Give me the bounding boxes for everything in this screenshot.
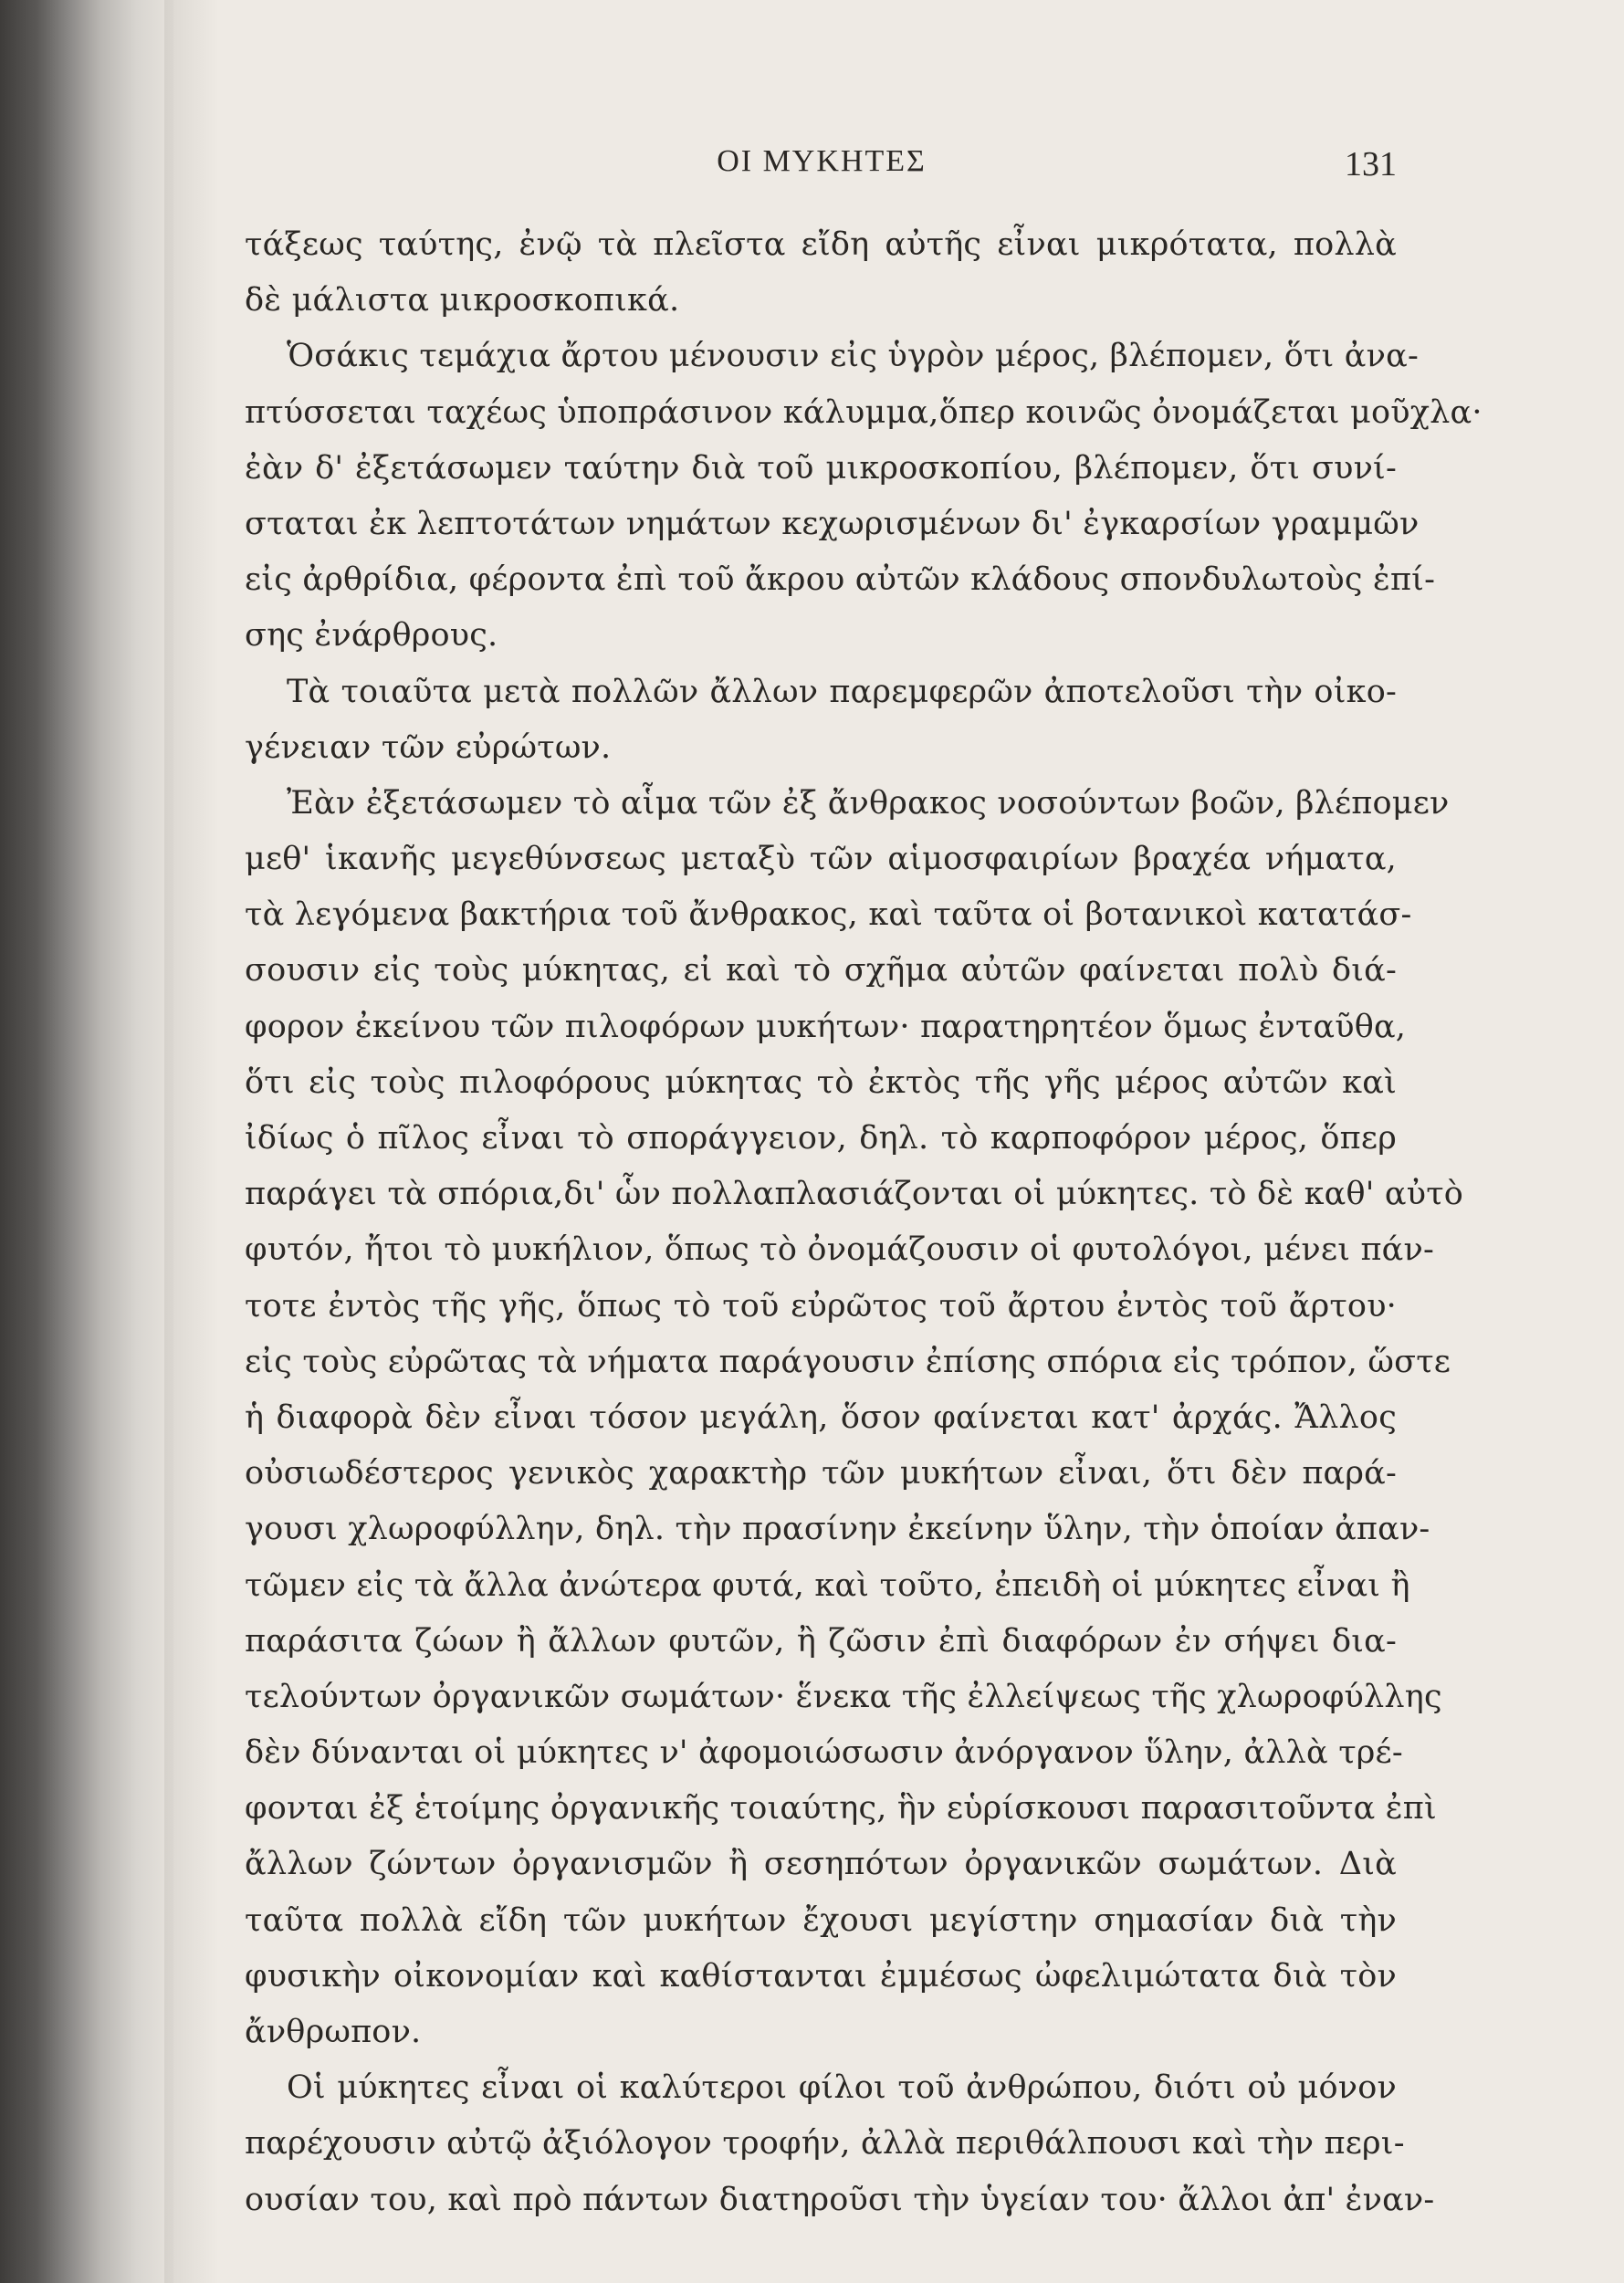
paragraph bbox=[245, 217, 1397, 329]
text-line: μεθ' ἱκανῆς μεγεθύνσεως μεταξὺ τῶν αἱμοσφαιρίων βραχέα νήματα, bbox=[245, 841, 1397, 878]
text-line: φυτόν, ἤτοι τὸ μυκήλιον, ὅπως τὸ ὀνομάζουσιν οἱ φυτολόγοι, μένει πάν- bbox=[245, 1231, 1435, 1269]
text-line: παρέχουσιν αὐτῷ ἀξιόλογον τροφήν, ἀλλὰ περιθάλπουσι καὶ τὴν περι- bbox=[245, 2125, 1405, 2163]
text-line: πτύσσεται ταχέως ὑποπράσινον κάλυμμα,ὅπερ κοινῶς ὀνομάζεται μοῦχλα· bbox=[245, 393, 1483, 431]
text-line: ὅτι εἰς τοὺς πιλοφόρους μύκητας τὸ ἐκτὸς τῆς γῆς μέρος αὐτῶν καὶ bbox=[245, 1063, 1397, 1101]
page-number: 131 bbox=[1345, 145, 1397, 183]
paragraph bbox=[245, 329, 1483, 664]
running-head bbox=[246, 144, 1397, 199]
text-line: ἰδίως ὁ πῖλος εἶναι τὸ σποράγγειον, δηλ. τὸ καρποφόρον μέρος, ὅπερ bbox=[245, 1120, 1397, 1157]
text-line: σταται ἐκ λεπτοτάτων νημάτων κεχωρισμένων δι' ἐγκαρσίων γραμμῶν bbox=[245, 505, 1420, 542]
text-line: εἰς ἀρθρίδια, φέροντα ἐπὶ τοῦ ἄκρου αὐτῶν κλάδους σπονδυλωτοὺς ἐπί- bbox=[245, 561, 1436, 599]
text-line: τάξεως ταύτης, ἐνῷ τὰ πλεῖστα εἴδη αὐτῆς εἶναι μικρότατα, πολλὰ bbox=[245, 226, 1397, 263]
text-line: γουσι χλωροφύλλην, δηλ. τὴν πρασίνην ἐκείνην ὕλην, τὴν ὁποίαν ἀπαν- bbox=[245, 1511, 1430, 1548]
text-line: σουσιν εἰς τοὺς μύκητας, εἰ καὶ τὸ σχῆμα αὐτῶν φαίνεται πολὺ διά- bbox=[245, 952, 1397, 990]
text-line: οὐσιωδέστερος γενικὸς χαρακτὴρ τῶν μυκήτων εἶναι, ὅτι δὲν παρά- bbox=[245, 1455, 1397, 1492]
text-line: γένειαν τῶν εὐρώτων. bbox=[245, 728, 612, 766]
text-line: παράσιτα ζώων ἢ ἄλλων φυτῶν, ἢ ζῶσιν ἐπὶ διαφόρων ἐν σήψει δια- bbox=[245, 1622, 1397, 1660]
text-line: Ἐὰν ἐξετάσωμεν τὸ αἷμα τῶν ἐξ ἄνθρακος νοσούντων βοῶν, βλέπομεν bbox=[287, 784, 1450, 822]
text-line: τῶμεν εἰς τὰ ἄλλα ἀνώτερα φυτά, καὶ τοῦτο, ἐπειδὴ οἱ μύκητες εἶναι ἢ bbox=[245, 1566, 1410, 1604]
paragraph bbox=[245, 665, 1397, 776]
text-line: φορον ἐκείνου τῶν πιλοφόρων μυκήτων· παρατηρητέον ὅμως ἐνταῦθα, bbox=[245, 1008, 1407, 1045]
text-line: τοτε ἐντὸς τῆς γῆς, ὅπως τὸ τοῦ εὐρῶτος τοῦ ἄρτου ἐντὸς τοῦ ἄρτου· bbox=[245, 1287, 1397, 1325]
text-line: ἄλλων ζώντων ὀργανισμῶν ἢ σεσηπότων ὀργανικῶν σωμάτων. Διὰ bbox=[245, 1846, 1397, 1883]
text-line: Οἱ μύκητες εἶναι οἱ καλύτεροι φίλοι τοῦ ἀνθρώπου, διότι οὐ μόνον bbox=[287, 2069, 1397, 2107]
text-line: τελούντων ὀργανικῶν σωμάτων· ἕνεκα τῆς ἐλλείψεως τῆς χλωροφύλλης bbox=[245, 1678, 1442, 1715]
paragraph bbox=[245, 2060, 1435, 2228]
paragraph bbox=[245, 776, 1464, 2060]
text-line: εἰς τοὺς εὐρῶτας τὰ νήματα παράγουσιν ἐπίσης σπόρια εἰς τρόπον, ὥστε bbox=[245, 1343, 1451, 1380]
text-line: τὰ λεγόμενα βακτήρια τοῦ ἄνθρακος, καὶ ταῦτα οἱ βοτανικοὶ κατατάσ- bbox=[245, 896, 1412, 934]
body-text bbox=[245, 217, 1483, 2228]
text-line: Τὰ τοιαῦτα μετὰ πολλῶν ἄλλων παρεμφερῶν ἀποτελοῦσι τὴν οἰκο- bbox=[287, 673, 1397, 710]
text-line: φυσικὴν οἰκονομίαν καὶ καθίστανται ἐμμέσως ὠφελιμώτατα διὰ τὸν bbox=[245, 1957, 1397, 1995]
book-gutter bbox=[0, 0, 173, 2283]
text-line: ταῦτα πολλὰ εἴδη τῶν μυκήτων ἔχουσι μεγίστην σημασίαν διὰ τὴν bbox=[245, 1901, 1397, 1939]
text-line: ουσίαν του, καὶ πρὸ πάντων διατηροῦσι τὴν ὑγείαν του· ἄλλοι ἀπ' ἐναν- bbox=[245, 2181, 1435, 2218]
text-line: φονται ἐξ ἑτοίμης ὀργανικῆς τοιαύτης, ἣν εὑρίσκουσι παρασιτοῦντα ἐπὶ bbox=[245, 1790, 1437, 1827]
page-title: ΟΙ ΜΥΚΗΤΕΣ bbox=[717, 144, 927, 178]
text-line: ἡ διαφορὰ δὲν εἶναι τόσον μεγάλη, ὅσον φαίνεται κατ' ἀρχάς. Ἄλλος bbox=[245, 1398, 1397, 1436]
text-line: Ὁσάκις τεμάχια ἄρτου μένουσιν εἰς ὑγρὸν μέρος, βλέπομεν, ὅτι ἀνα- bbox=[287, 338, 1419, 375]
text-line: ἐὰν δ' ἐξετάσωμεν ταύτην διὰ τοῦ μικροσκοπίου, βλέπομεν, ὅτι συνί- bbox=[245, 449, 1397, 487]
text-line: παράγει τὰ σπόρια,δι' ὧν πολλαπλασιάζονται οἱ μύκητες. τὸ δὲ καθ' αὐτὸ bbox=[245, 1176, 1464, 1213]
text-line: δὲ μάλιστα μικροσκοπικά. bbox=[245, 282, 680, 319]
text-line: δὲν δύνανται οἱ μύκητες ν' ἀφομοιώσωσιν ἀνόργανον ὕλην, ἀλλὰ τρέ- bbox=[245, 1734, 1403, 1772]
gutter-shadow bbox=[164, 0, 219, 2283]
text-line: σης ἐνάρθρους. bbox=[245, 617, 498, 655]
text-line: ἄνθρωπον. bbox=[245, 2014, 422, 2050]
